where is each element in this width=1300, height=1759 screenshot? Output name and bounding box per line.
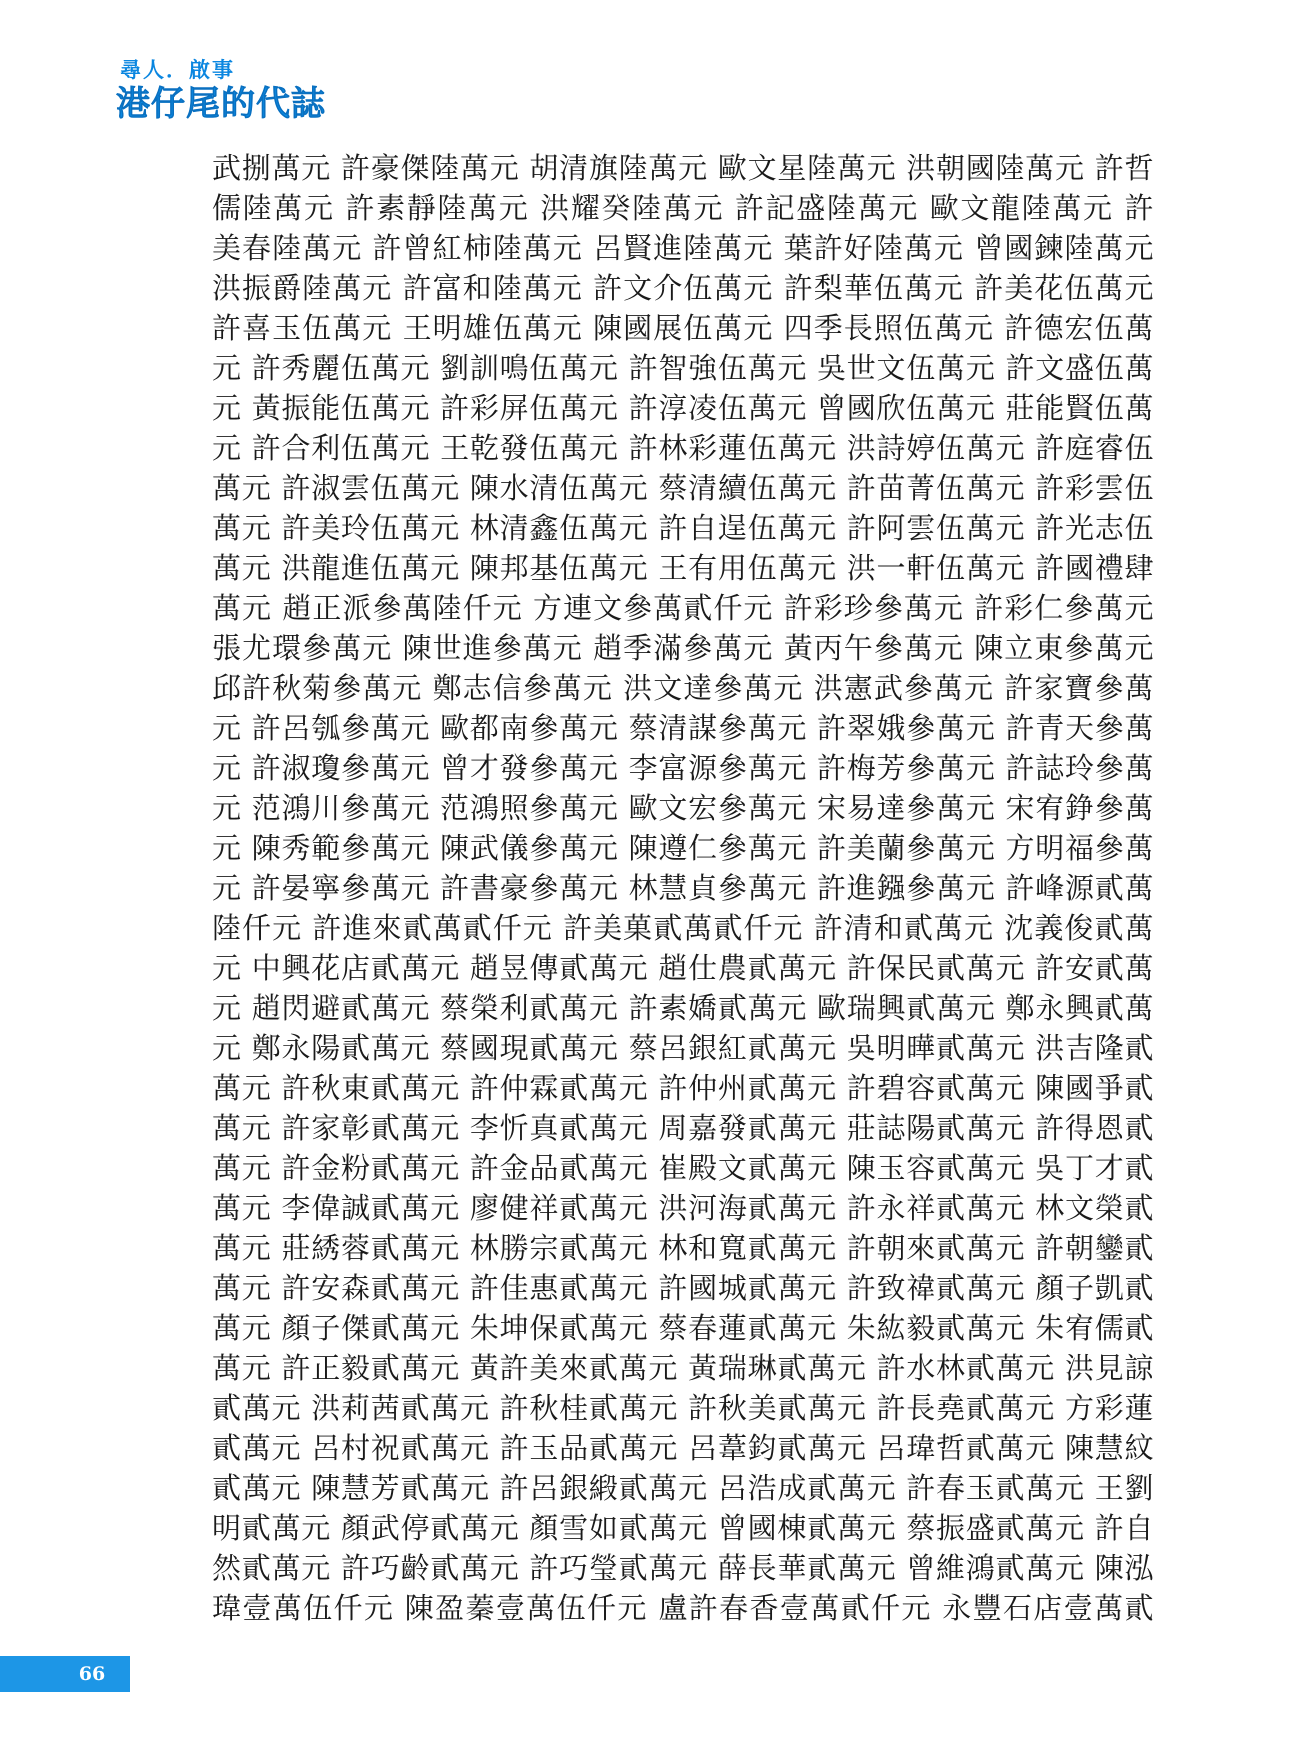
text-line: 元 黃振能伍萬元 許彩屏伍萬元 許淳凌伍萬元 曾國欣伍萬元 莊能賢伍萬 bbox=[212, 391, 1154, 425]
text-line: 元 陳秀範參萬元 陳武儀參萬元 陳遵仁參萬元 許美蘭參萬元 方明福參萬 bbox=[212, 831, 1154, 865]
text-line: 元 趙閃避貳萬元 蔡榮利貳萬元 許素嬌貳萬元 歐瑞興貳萬元 鄭永興貳萬 bbox=[212, 991, 1154, 1025]
text-line: 元 鄭永陽貳萬元 蔡國現貳萬元 蔡呂銀紅貳萬元 吳明曄貳萬元 洪吉隆貳 bbox=[212, 1031, 1154, 1065]
text-line: 萬元 許安森貳萬元 許佳惠貳萬元 許國城貳萬元 許致禕貳萬元 顏子凱貳 bbox=[212, 1271, 1154, 1305]
text-line: 元 范鴻川參萬元 范鴻照參萬元 歐文宏參萬元 宋易達參萬元 宋宥錚參萬 bbox=[212, 791, 1154, 825]
text-line: 元 許呂瓠參萬元 歐都南參萬元 蔡清謀參萬元 許翠娥參萬元 許青天參萬 bbox=[212, 711, 1154, 745]
text-line: 元 許合利伍萬元 王乾發伍萬元 許林彩蓮伍萬元 洪詩婷伍萬元 許庭睿伍 bbox=[212, 431, 1154, 465]
text-line: 貳萬元 陳慧芳貳萬元 許呂銀緞貳萬元 呂浩成貳萬元 許春玉貳萬元 王劉 bbox=[212, 1471, 1154, 1505]
text-line: 張尤環參萬元 陳世進參萬元 趙季滿參萬元 黃丙午參萬元 陳立東參萬元 bbox=[212, 631, 1154, 665]
text-line: 元 許秀麗伍萬元 劉訓鳴伍萬元 許智強伍萬元 吳世文伍萬元 許文盛伍萬 bbox=[212, 351, 1154, 385]
donor-list bbox=[212, 148, 1154, 1628]
text-line: 武捌萬元 許豪傑陸萬元 胡清旗陸萬元 歐文星陸萬元 洪朝國陸萬元 許哲 bbox=[212, 151, 1154, 185]
text-line: 萬元 顏子傑貳萬元 朱坤保貳萬元 蔡春蓮貳萬元 朱紘毅貳萬元 朱宥儒貳 bbox=[212, 1311, 1154, 1345]
text-line: 萬元 洪龍進伍萬元 陳邦基伍萬元 王有用伍萬元 洪一軒伍萬元 許國禮肆 bbox=[212, 551, 1154, 585]
text-line: 萬元 許家彰貳萬元 李忻真貳萬元 周嘉發貳萬元 莊誌陽貳萬元 許得恩貳 bbox=[212, 1111, 1154, 1145]
text-line: 許喜玉伍萬元 王明雄伍萬元 陳國展伍萬元 四季長照伍萬元 許德宏伍萬 bbox=[212, 311, 1154, 345]
page-number: 66 bbox=[78, 1663, 106, 1685]
text-line: 元 許淑瓊參萬元 曾才發參萬元 李富源參萬元 許梅芳參萬元 許誌玲參萬 bbox=[212, 751, 1154, 785]
text-line: 然貳萬元 許巧齡貳萬元 許巧瑩貳萬元 薛長華貳萬元 曾維鴻貳萬元 陳泓 bbox=[212, 1551, 1154, 1585]
text-line: 瑋壹萬伍仟元 陳盈蓁壹萬伍仟元 盧許春香壹萬貳仟元 永豐石店壹萬貳 bbox=[212, 1591, 1154, 1625]
text-line: 萬元 李偉誠貳萬元 廖健祥貳萬元 洪河海貳萬元 許永祥貳萬元 林文榮貳 bbox=[212, 1191, 1154, 1225]
text-line: 貳萬元 洪莉茜貳萬元 許秋桂貳萬元 許秋美貳萬元 許長堯貳萬元 方彩蓮 bbox=[212, 1391, 1154, 1425]
text-line: 陸仟元 許進來貳萬貳仟元 許美菓貳萬貳仟元 許清和貳萬元 沈義俊貳萬 bbox=[212, 911, 1154, 945]
logo-subtitle: 尋人．啟事 bbox=[120, 58, 235, 82]
text-line: 明貳萬元 顏武停貳萬元 顏雪如貳萬元 曾國棟貳萬元 蔡振盛貳萬元 許自 bbox=[212, 1511, 1154, 1545]
text-line: 萬元 趙正派參萬陸仟元 方連文參萬貳仟元 許彩珍參萬元 許彩仁參萬元 bbox=[212, 591, 1154, 625]
text-line: 元 許晏寧參萬元 許書豪參萬元 林慧貞參萬元 許進鏹參萬元 許峰源貳萬 bbox=[212, 871, 1154, 905]
text-line: 邱許秋菊參萬元 鄭志信參萬元 洪文達參萬元 洪憲武參萬元 許家寶參萬 bbox=[212, 671, 1154, 705]
text-line: 萬元 莊綉蓉貳萬元 林勝宗貳萬元 林和寬貳萬元 許朝來貳萬元 許朝鑾貳 bbox=[212, 1231, 1154, 1265]
text-line: 萬元 許正毅貳萬元 黃許美來貳萬元 黃瑞琳貳萬元 許水林貳萬元 洪見諒 bbox=[212, 1351, 1154, 1385]
text-line: 萬元 許美玲伍萬元 林清鑫伍萬元 許自逞伍萬元 許阿雲伍萬元 許光志伍 bbox=[212, 511, 1154, 545]
page-number-badge bbox=[0, 1656, 130, 1692]
text-line: 元 中興花店貳萬元 趙昱傳貳萬元 趙仕農貳萬元 許保民貳萬元 許安貳萬 bbox=[212, 951, 1154, 985]
text-line: 洪振爵陸萬元 許富和陸萬元 許文介伍萬元 許梨華伍萬元 許美花伍萬元 bbox=[212, 271, 1154, 305]
logo-title: 港仔尾的代誌 bbox=[116, 84, 326, 124]
publication-logo bbox=[116, 54, 376, 124]
text-line: 萬元 許淑雲伍萬元 陳水清伍萬元 蔡清續伍萬元 許苗菁伍萬元 許彩雲伍 bbox=[212, 471, 1154, 505]
text-line: 儒陸萬元 許素靜陸萬元 洪耀癸陸萬元 許記盛陸萬元 歐文龍陸萬元 許 bbox=[212, 191, 1154, 225]
text-line: 萬元 許秋東貳萬元 許仲霖貳萬元 許仲州貳萬元 許碧容貳萬元 陳國爭貳 bbox=[212, 1071, 1154, 1105]
text-line: 萬元 許金粉貳萬元 許金品貳萬元 崔殿文貳萬元 陳玉容貳萬元 吳丁才貳 bbox=[212, 1151, 1154, 1185]
text-line: 貳萬元 呂村祝貳萬元 許玉品貳萬元 呂葦鈞貳萬元 呂瑋哲貳萬元 陳慧紋 bbox=[212, 1431, 1154, 1465]
text-line: 美春陸萬元 許曾紅柿陸萬元 呂賢進陸萬元 葉許好陸萬元 曾國鍊陸萬元 bbox=[212, 231, 1154, 265]
